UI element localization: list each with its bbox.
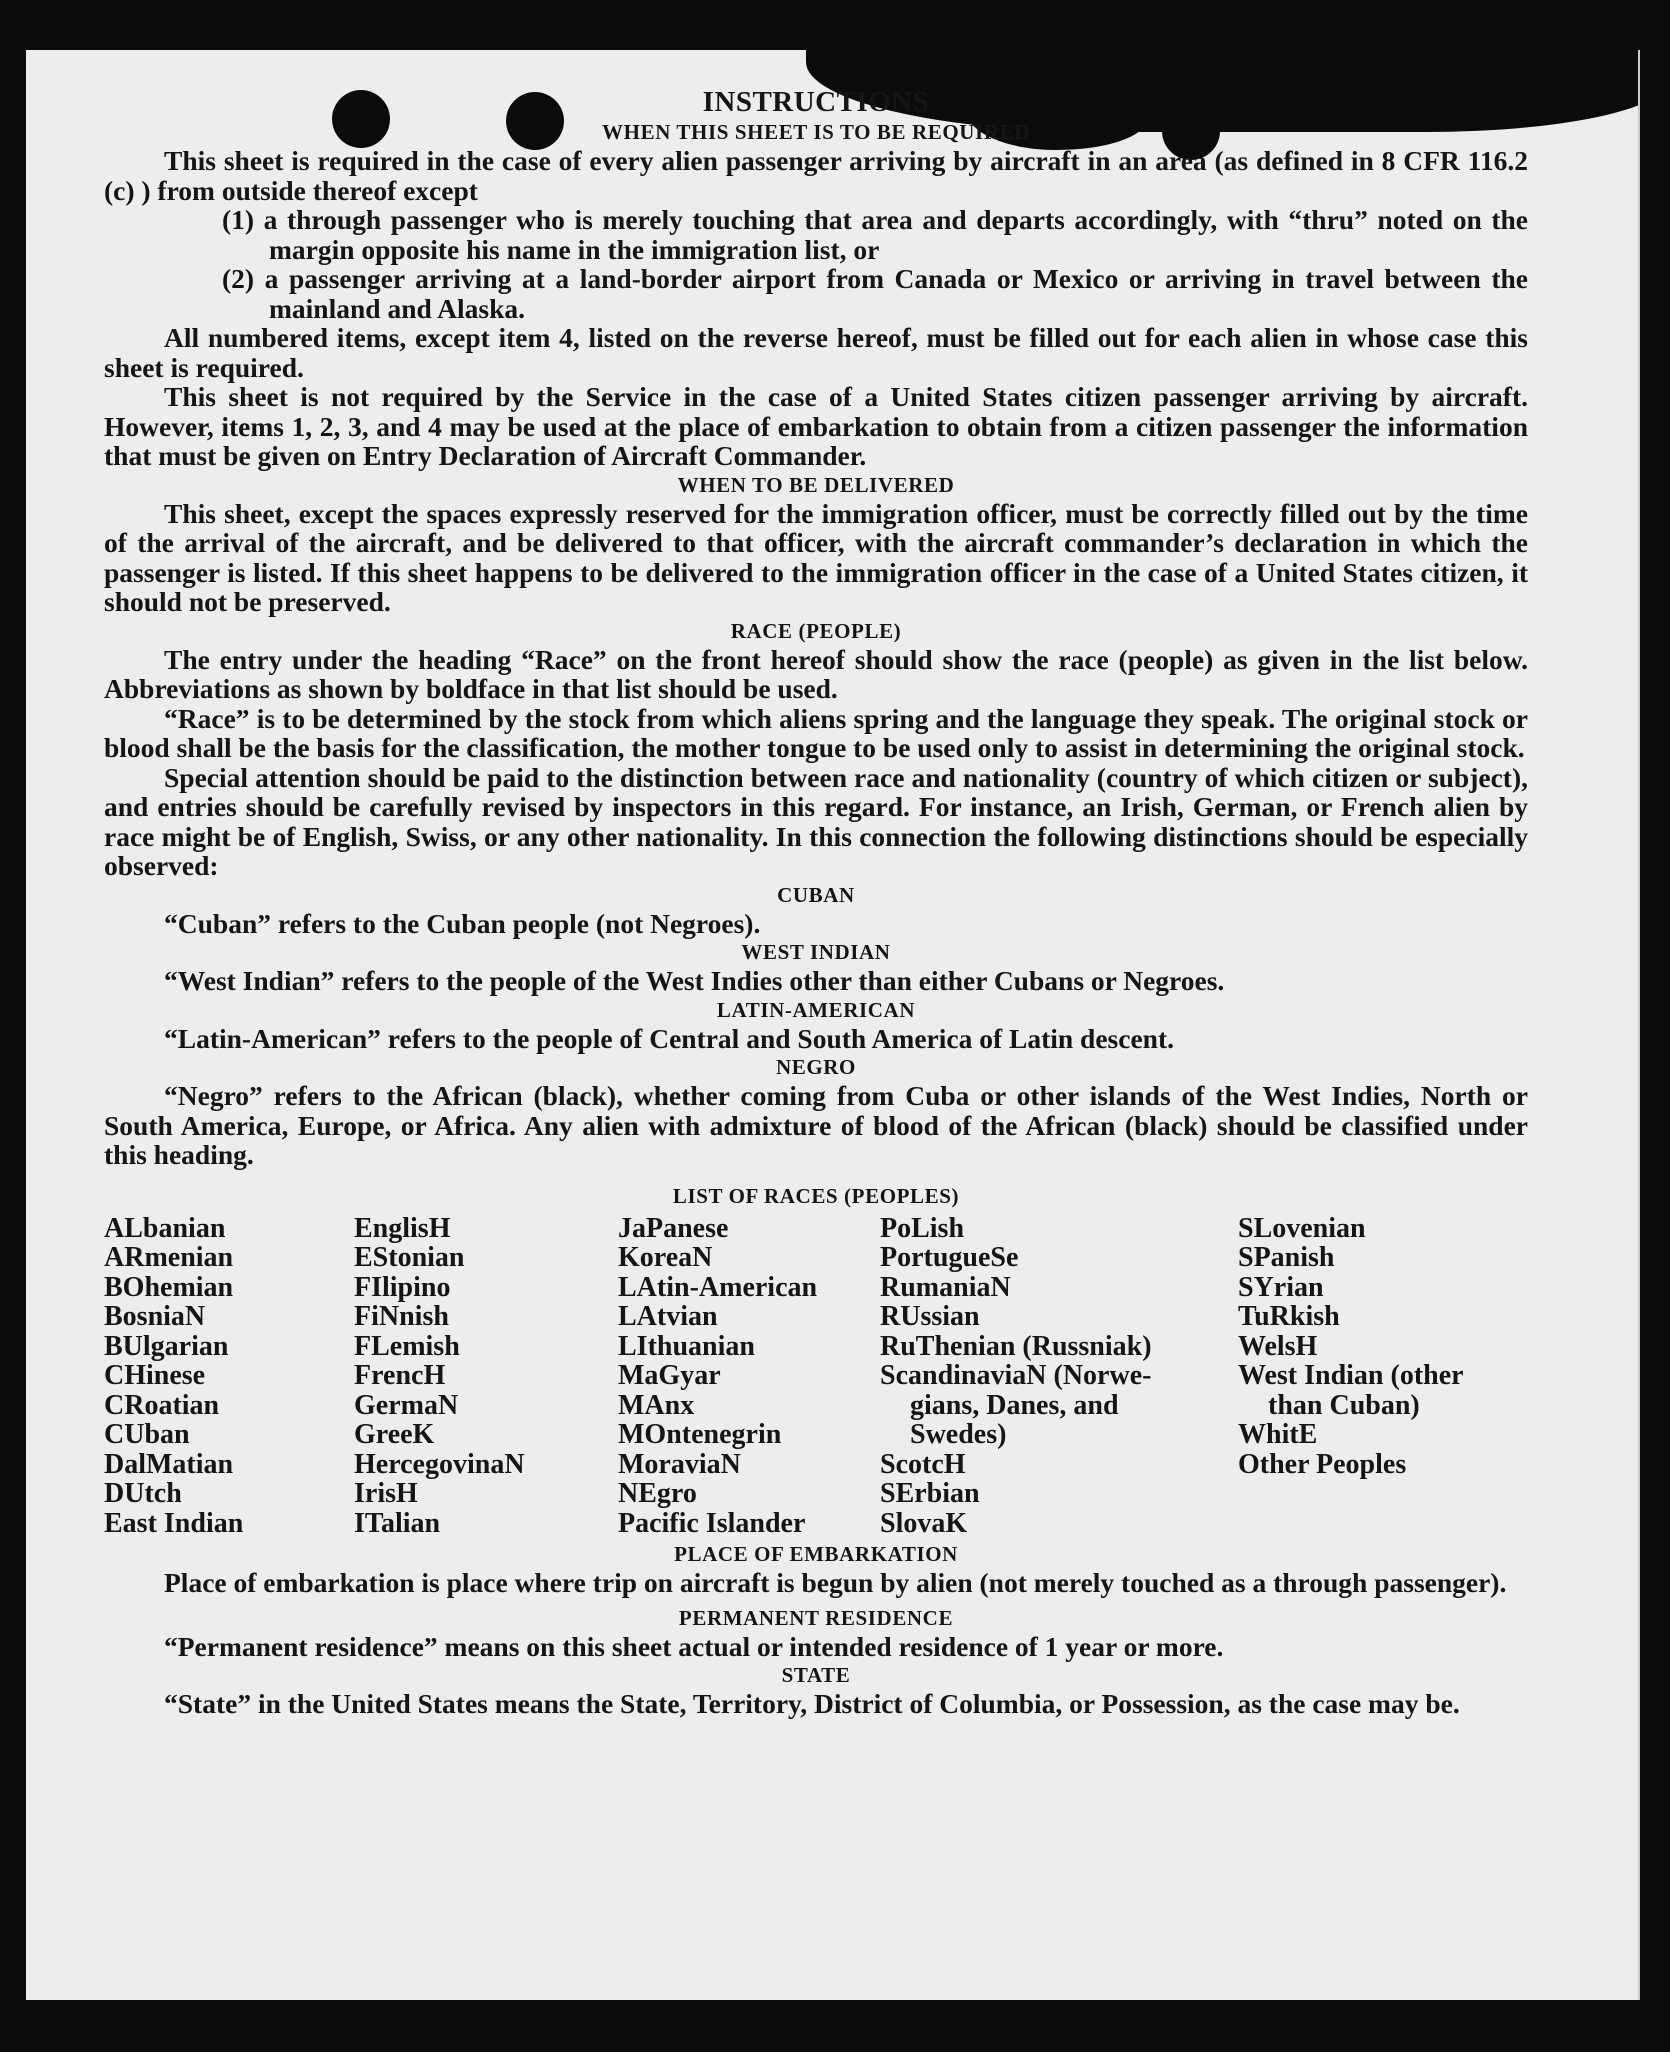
race-column [880, 1214, 1238, 1539]
race-item: GreeK [354, 1419, 435, 1450]
race-column [104, 1214, 354, 1539]
paragraph: “Permanent residence” means on this sheet actual or intended residence of 1 year or more. [164, 1630, 1224, 1662]
paragraph: “Race” is to be determined by the stock from which aliens spring and the language they speak. The original stock or blood shall be the basis for the classification, the mother tongue to be used only to assist in determining the original stock. [104, 702, 1528, 763]
race-item: FrencH [354, 1360, 446, 1391]
race-item: SPanish [1238, 1242, 1335, 1273]
race-item: Pacific Islander [618, 1507, 806, 1539]
paragraph: This sheet is not required by the Service in the case of a United States citizen passenger arriving by aircraft. However, items 1, 2, 3, and 4 may be used at the place of embarkation to obtain from a citizen passenger the information that must be given on Entry Declaration of Aircraft Commander. [104, 381, 1528, 471]
race-item: KoreaN [618, 1242, 713, 1273]
race-item: SYrian [1238, 1271, 1324, 1303]
section-heading: WHEN TO BE DELIVERED [677, 472, 955, 497]
paragraph: This sheet, except the spaces expressly reserved for the immigration officer, must be correctly filled out by the time of the arrival of the aircraft, and be delivered to that officer, with the aircraft commander’s declaration in which the passenger is listed. If this sheet happens to be delivered to the immigration officer in the case of a United States citizen, it should not be preserved. [104, 497, 1528, 617]
list-item: (1) a through passenger who is merely touching that area and departs accordingly, with “thru” noted on the margin opposite his name in the immigration list, or [222, 204, 1528, 265]
paragraph: “Negro” refers to the African (black), whether coming from Cuba or other islands of the West Indies, North or South America, Europe, or Africa. Any alien with admixture of blood of the African (black) should be classified under this heading. [104, 1080, 1528, 1170]
race-item: than Cuban) [1268, 1389, 1420, 1421]
race-column [1238, 1214, 1518, 1539]
paragraph: “Latin-American” refers to the people of Central and South America of Latin descent. [164, 1022, 1174, 1054]
race-item: MAnx [618, 1389, 695, 1421]
race-item: IrisH [354, 1478, 418, 1509]
paragraph: “State” in the United States means the State, Territory, District of Columbia, or Possession, as the case may be. [164, 1688, 1460, 1719]
race-item: WelsH [1238, 1330, 1318, 1362]
race-item: JaPanese [618, 1212, 729, 1244]
race-item: LAtvian [618, 1301, 718, 1332]
race-item: BosniaN [104, 1301, 206, 1332]
race-item: East Indian [104, 1507, 244, 1539]
race-item: FiNnish [354, 1301, 449, 1332]
paragraph: “West Indian” refers to the people of the West Indies other than either Cubans or Negroes. [164, 965, 1225, 996]
paragraph: Place of embarkation is place where trip on aircraft is begun by alien (not merely touched as a through passenger). [164, 1567, 1507, 1598]
race-column [618, 1214, 880, 1539]
section-heading: WEST INDIAN [741, 940, 891, 964]
race-item: PoLish [880, 1212, 965, 1244]
section-heading: STATE [781, 1663, 851, 1687]
race-item: GermaN [354, 1389, 459, 1421]
race-item: LIthuanian [618, 1330, 755, 1362]
race-item: DalMatian [104, 1448, 234, 1480]
race-item: WhitE [1238, 1419, 1318, 1450]
paragraph: Special attention should be paid to the distinction between race and nationality (country of which citizen or subject), and entries should be carefully revised by inspectors in this regard. For instance, an Irish, German, or French alien by race might be of English, Swiss, or any other nationality. In this connection the following distinctions should be especially observed: [104, 761, 1528, 881]
race-item: LAtin-American [618, 1271, 818, 1303]
race-item: DUtch [104, 1478, 182, 1509]
section-heading: RACE (PEOPLE) [730, 618, 902, 643]
race-item: MOntenegrin [618, 1419, 782, 1450]
section-heading: LATIN-AMERICAN [716, 997, 916, 1022]
race-item: SErbian [880, 1478, 980, 1509]
race-item: Other Peoples [1238, 1448, 1407, 1480]
race-item: SlovaK [880, 1507, 968, 1539]
race-item: BUlgarian [104, 1330, 229, 1362]
race-item: ScandinaviaN (Norwe- [880, 1360, 1152, 1391]
race-item: EStonian [354, 1242, 465, 1273]
race-item: HercegovinaN [354, 1448, 525, 1480]
race-item: ARmenian [104, 1242, 234, 1273]
paragraph: This sheet is required in the case of every alien passenger arriving by aircraft in an area (as defined in 8 CFR 116.2 (c) ) from outside thereof except [104, 145, 1528, 206]
paragraph: The entry under the heading “Race” on the front hereof should show the race (people) as given in the list below. Abbreviations as shown by boldface in that list should be used. [104, 643, 1528, 704]
race-item: West Indian (other [1238, 1360, 1464, 1391]
race-item: FIlipino [354, 1271, 451, 1303]
paragraph: “Cuban” refers to the Cuban people (not Negroes). [164, 907, 761, 939]
race-item: MoraviaN [618, 1448, 741, 1480]
race-item: MaGyar [618, 1360, 721, 1391]
race-item: RumaniaN [880, 1271, 1011, 1303]
race-item: CUban [104, 1419, 190, 1450]
race-item: ITalian [354, 1507, 441, 1539]
race-item: SLovenian [1238, 1212, 1366, 1244]
section-heading: PLACE OF EMBARKATION [674, 1542, 958, 1566]
race-item: PortugueSe [880, 1242, 1019, 1273]
race-item: ScotcH [880, 1448, 966, 1480]
race-item: gians, Danes, and [910, 1389, 1119, 1421]
section-heading: PERMANENT RESIDENCE [678, 1605, 954, 1630]
race-item: RuThenian (Russniak) [880, 1330, 1152, 1362]
race-item: TuRkish [1238, 1301, 1340, 1332]
section-heading: CUBAN [777, 882, 855, 907]
race-item: CRoatian [104, 1389, 220, 1421]
race-item: NEgro [618, 1478, 697, 1509]
race-item: CHinese [104, 1360, 206, 1391]
race-list [104, 1214, 1528, 1539]
race-column [354, 1214, 618, 1539]
race-item: BOhemian [104, 1271, 234, 1303]
section-heading: NEGRO [775, 1055, 856, 1079]
race-item: Swedes) [910, 1419, 1007, 1450]
paragraph: All numbered items, except item 4, listed on the reverse hereof, must be filled out for each alien in whose case this sheet is required. [104, 322, 1528, 383]
instructions-body [104, 86, 1528, 1719]
race-item: FLemish [354, 1330, 460, 1362]
race-item: EnglisH [354, 1212, 451, 1244]
section-heading: LIST OF RACES (PEOPLES) [672, 1183, 960, 1208]
page-title: INSTRUCTIONS [702, 86, 930, 118]
list-item: (2) a passenger arriving at a land-border airport from Canada or Mexico or arriving in travel between the mainland and Alaska. [222, 263, 1528, 324]
section-heading: WHEN THIS SHEET IS TO BE REQUIRED [602, 120, 1030, 144]
race-item: RUssian [880, 1301, 980, 1332]
race-item: ALbanian [104, 1212, 226, 1244]
